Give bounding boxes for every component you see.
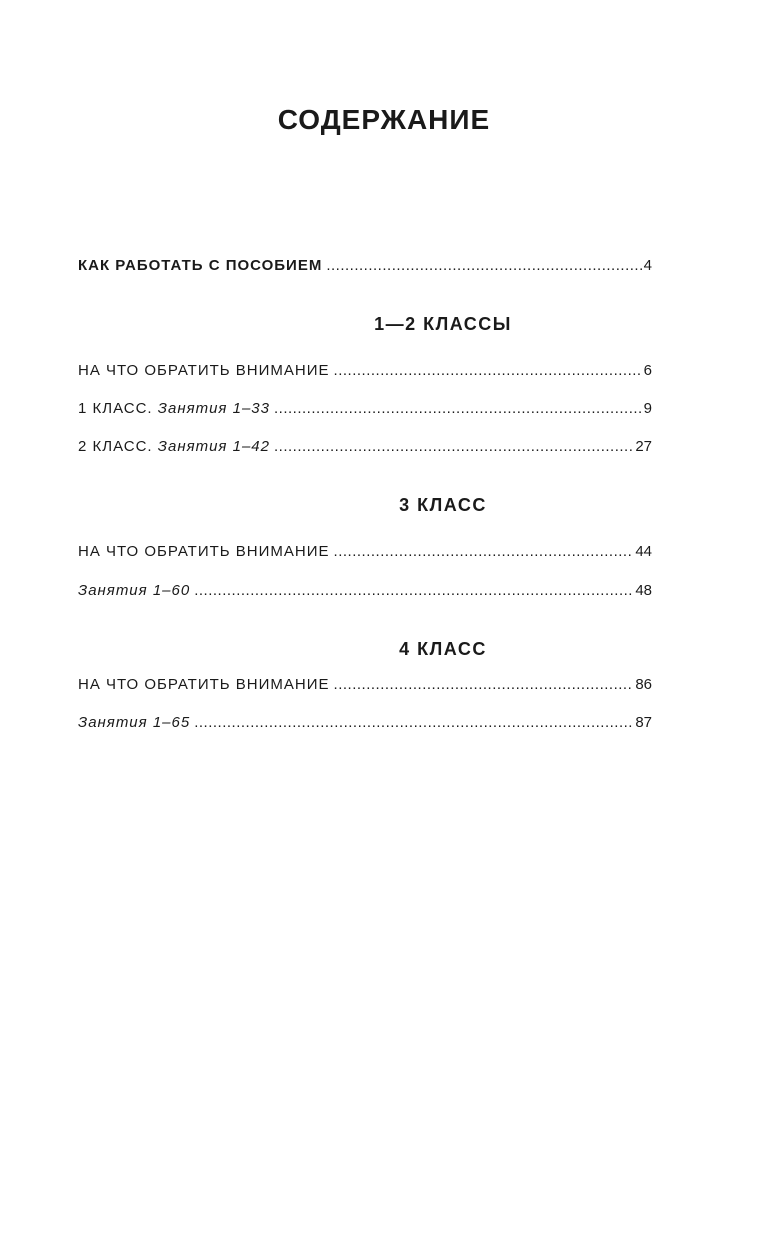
dot-leader bbox=[334, 675, 634, 695]
toc-page-number: 4 bbox=[643, 257, 652, 274]
toc-entry-prefix: НА ЧТО ОБРАТИТЬ ВНИМАНИЕ bbox=[78, 362, 330, 379]
toc-entry-lessons: Занятия 1–60 bbox=[78, 582, 191, 599]
dot-leader bbox=[194, 713, 633, 733]
toc-entry-label bbox=[78, 542, 330, 562]
toc-page-number: 87 bbox=[635, 714, 652, 731]
toc-entry-label bbox=[78, 399, 270, 419]
toc-entry-label bbox=[78, 675, 330, 695]
toc-page-number: 6 bbox=[643, 362, 652, 379]
toc-entry-prefix: 2 КЛАСС. bbox=[78, 438, 158, 455]
toc-entry-prefix: 1 КЛАСС. bbox=[78, 400, 158, 417]
toc-page-number: 44 bbox=[635, 543, 652, 560]
toc-entry-prefix: НА ЧТО ОБРАТИТЬ ВНИМАНИЕ bbox=[78, 676, 330, 693]
dot-leader bbox=[274, 399, 642, 419]
dot-leader bbox=[334, 361, 642, 381]
toc-entry-intro[interactable] bbox=[78, 256, 652, 276]
dot-leader bbox=[326, 256, 641, 276]
toc-entry-label bbox=[78, 361, 330, 381]
toc-page-number: 9 bbox=[643, 400, 652, 417]
toc-entry-label bbox=[78, 713, 190, 733]
section-heading-grades-1-2: 1—2 КЛАССЫ bbox=[374, 314, 512, 334]
toc-page-number: 27 bbox=[635, 438, 652, 455]
toc-entry[interactable] bbox=[78, 437, 652, 457]
toc-entry-label bbox=[78, 581, 190, 601]
toc-entry[interactable] bbox=[78, 361, 652, 381]
toc-entry-label bbox=[78, 437, 270, 457]
toc-entry-prefix: НА ЧТО ОБРАТИТЬ ВНИМАНИЕ bbox=[78, 543, 330, 560]
dot-leader bbox=[194, 581, 633, 601]
dot-leader bbox=[334, 542, 634, 562]
section-heading-grade-4: 4 КЛАСС bbox=[399, 639, 487, 659]
toc-entry-lessons: Занятия 1–42 bbox=[157, 438, 270, 455]
toc-entry-lessons: Занятия 1–33 bbox=[157, 400, 270, 417]
toc-entry-lessons: Занятия 1–65 bbox=[78, 714, 191, 731]
toc-page-number: 48 bbox=[635, 582, 652, 599]
page-title: СОДЕРЖАНИЕ bbox=[277, 104, 491, 135]
toc-entry[interactable] bbox=[78, 542, 652, 562]
dot-leader bbox=[274, 437, 633, 457]
toc-entry[interactable] bbox=[78, 581, 652, 601]
toc-page-number: 86 bbox=[635, 676, 652, 693]
section-heading-grade-3: 3 КЛАСС bbox=[399, 495, 487, 515]
toc-entry-label: КАК РАБОТАТЬ С ПОСОБИЕМ bbox=[78, 257, 323, 274]
toc-entry[interactable] bbox=[78, 675, 652, 695]
toc-entry[interactable] bbox=[78, 399, 652, 419]
toc-entry[interactable] bbox=[78, 713, 652, 733]
